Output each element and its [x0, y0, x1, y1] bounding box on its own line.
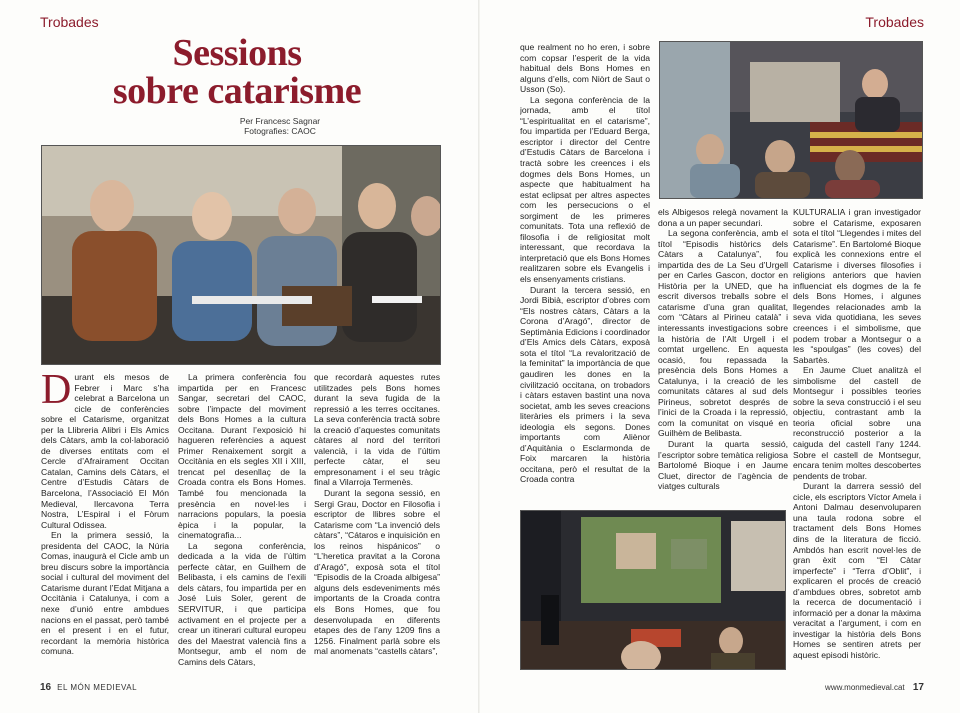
- article-title: [72, 34, 402, 110]
- paragraph-text: urant els mesos de Febrer i Marc s’ha celebrat a Barcelona un cicle de conferències sobre el Catarisme, organitzat per la Llibreria Alibri i Els Amics dels Càtars, amb la col·laboració de diverses entitats com el Cercle d’Afrairament Occitan Catalan, Camins dels Càtars, el Centre d’Estudis Càtars de Barcelona, l’Associació El Món Medieval, Ilercavona Terra Nostra, L’Espiral i el Fòrum Cultural Odissea.: [41, 372, 169, 530]
- paragraph: que recordarà aquestes rutes utilitzades pels Bons homes durant la seva fugida de la repressió a les terres occitanes. La seva conferència tractà sobre la creació d’aquestes comunitats càtares al nord del territori valencià, i la vida de l’últim perfecte càtar, el seu empresonament i el seu tràgic final a Vilarroja Termenès.: [314, 372, 440, 488]
- paragraph: La primera conferència fou impartida per en Francesc Sangar, secretari del CAOC, sobre l’impacte del moviment dels Bons Homes a la cultura Occitana. Durant l’exposició hi hagueren referències a aquest Primer Renaixement sorgit a Occitània en els segles XII i XIII, trencat pel desenllaç de la Croada contra els Bons Homes. També fou mencionada la presència en novel·les i narracions populars, la poesia èpica i la popular, la cinematografia...: [178, 372, 306, 541]
- paragraph: Durant la tercera sessió, en Jordi Bibià, escriptor d’obres com “Els nostres càtars, Càtars a la Corona d’Aragó”, director de Septimània Edicions i coordinador d’Els Amics dels Càtars, exposà sota el títol “La revalorització de la feminitat” la importància de que gaudiren les dones en la civilització occitana, on trobadors i càtars estaven bastint una nova societat, amb les seves creacions literàries els primers i la seva ideologia els segons. Dones importants com Aliènor d’Aquitània o Esclarmonda de Foix marcaren la història occitana, però el resultat de la Croada contra: [520, 284, 650, 485]
- section-label-right: Trobades: [865, 14, 924, 30]
- paragraph: Durant la darrera sessió del cicle, els escriptors Víctor Amela i Antoni Dalmau desenvoluparen una taula rodona sobre el tractament dels Bons Homes dins de la literatura de ficció. Ambdós han escrit novel·les de gran èxit com “El Càtar imperfecte” i “Terra d’Oblit”, i explicaren el procés de creació d’ambdues obres, sobretot amb la recerca de documentació i informació per a donar la màxima veracitat a l’argument, i com en investigar la història dels Bons Homes se sentiren atrets per aquest episodi històric.: [793, 481, 921, 660]
- footer-right: [825, 682, 924, 693]
- paragraph: [41, 372, 169, 530]
- text-column-5: [658, 207, 788, 507]
- page-number-right: 17: [912, 682, 924, 693]
- photo-audience: [41, 145, 441, 365]
- paragraph: La segona conferència de la jornada, amb el títol “L’espiritualitat en el catarisme”, fou impartida per l’Eduard Berga, escriptor i director del Centre d’Estudis Càtars de Barcelona i tractà sobre les creences i els dogmes dels Bons Homes, un aspecte que habitualment ha estat eclipsat per altres aspectes com les persecucions o el sorgiment de les primeres comunitats. Tota una reflexió de filosofia i de religiositat molt interessant, que recordava la interpretació que els Bons Homes realitzaren sobre els Evangelis i els ensenyaments cristians.: [520, 94, 650, 285]
- text-column-6: [793, 207, 921, 674]
- footer-left: [40, 682, 137, 693]
- byline-author: Per Francesc Sagnar: [239, 116, 321, 126]
- byline-photos: Fotografies: CAOC: [244, 126, 316, 136]
- photo-speakers: [659, 41, 923, 199]
- page-number-left: 16: [40, 682, 52, 693]
- section-label-left: Trobades: [40, 14, 99, 30]
- byline: [160, 116, 400, 136]
- text-column-2: [178, 372, 306, 674]
- title-line-1: Sessions: [172, 32, 302, 74]
- paragraph: La segona conferència, amb el títol “Episodis històrics dels Càtars a Catalunya”, fou impartida des de La Seu d’Urgell per en Carles Gascon, doctor en Història per la UNED, que ha escrit diversos treballs sobre el catarisme d’una gran qualitat, com “Càtars al Pirineu català” i interessants investigacions sobre la història de l’Alt Urgell i el comtat urgellenc. En aquesta ocasió, fou repassada la presència dels Bons Homes a Catalunya, i la creació de les comunitats càtares al sud dels Pirineus, sobretot després de l’inici de la Croada i la repressió, com la comunitat on visqué en Guilhèm de Belibasta.: [658, 228, 788, 439]
- right-page: [480, 0, 960, 713]
- photo-projection-image: [521, 511, 785, 669]
- paragraph: En Jaume Cluet analitzà el simbolisme del castell de Montsegur i possibles teories sobre la seva construcció i el seu objectiu, contrastant amb la teoria oficial sobre una reconstrucció posterior a la caiguda del castell l’any 1244. Sobre el castell de Montsegur, encara tenim moltes descobertes pendents de trobar.: [793, 365, 921, 481]
- photo-speakers-image: [660, 42, 922, 198]
- photo-audience-image: [42, 146, 440, 364]
- paragraph: La segona conferència, dedicada a la vida de l’últim perfecte càtar, en Guilhem de Belibasta, i els camins de l’exili dels càtars, fou impartida per en José Luis Soler, gerent de SERVITUR, i que participa activament en el projecte per a crear un itinerari cultural europeu des del Maestrat valencià fins a Montsegur, amb el nom de Camins dels Càtars,: [178, 540, 306, 667]
- text-column-3: [314, 372, 440, 674]
- photo-projection: [520, 510, 786, 670]
- paragraph: que realment no ho eren, i sobre com copsar l’esperit de la vida habitual dels Bons Homes en alguns d’ells, com Niòrt de Saut o Usson (So).: [520, 42, 650, 95]
- paragraph: Durant la segona sessió, en Sergi Grau, Doctor en Filosofia i escriptor de llibres sobre el Catarisme com “La invenció dels càtars”, “Cátaros e inquisición en los reinos hispánicos” o “L’heretica pravitat a la Corona d’Aragó”, exposà sota el títol “Episodis de la Croada albigesa” alguns dels esdeveniments més importants de la Croada contra els Bons Homes, que fou desenvolupada en diferents etapes des de l’any 1209 fins a 1256. Finalment parlà sobre els mal anomenats “castells càtars”,: [314, 488, 440, 657]
- paragraph: Durant la quarta sessió, l’escriptor sobre temàtica religiosa Bartolomé Bioque i en Jaume Cluet, director de l’agència de viatges culturals: [658, 439, 788, 492]
- magazine-name: EL MÓN MEDIEVAL: [57, 683, 138, 692]
- dropcap: D: [41, 372, 72, 413]
- paragraph: KULTURALIA i gran investigador sobre el Catarisme, exposaren sota el títol “Llegendes i mites del Catarisme”. En Bartolomé Bioque explicà les connexions entre el Catarisme i diverses filosofies i religions anteriors que havien influenciat els dogmes de la fe dels Bons Homes, i algunes llegendes relacionades amb la seva vida quotidiana, les seves creences i el simbolisme, que podem trobar a Montsegur o a les “spoulgas” (les coves) del Sabartès.: [793, 207, 921, 365]
- paragraph: En la primera sessió, la presidenta del CAOC, la Núria Comas, inaugurà el Cicle amb un breu discurs sobre la importància social i cultural del moviment del Catarisme durant l’Edat Mitjana a Occitània i Catalunya, i com a nexe d’unió entre ambdues nacions en el passat, però també en el present i en el futur, recordant la memòria històrica comuna.: [41, 530, 169, 657]
- title-line-2: sobre catarisme: [112, 70, 362, 112]
- text-column-1: [41, 372, 169, 674]
- paragraph: els Albigesos relegà novament la dona a un paper secundari.: [658, 207, 788, 228]
- website: www.monmedieval.cat: [825, 683, 905, 692]
